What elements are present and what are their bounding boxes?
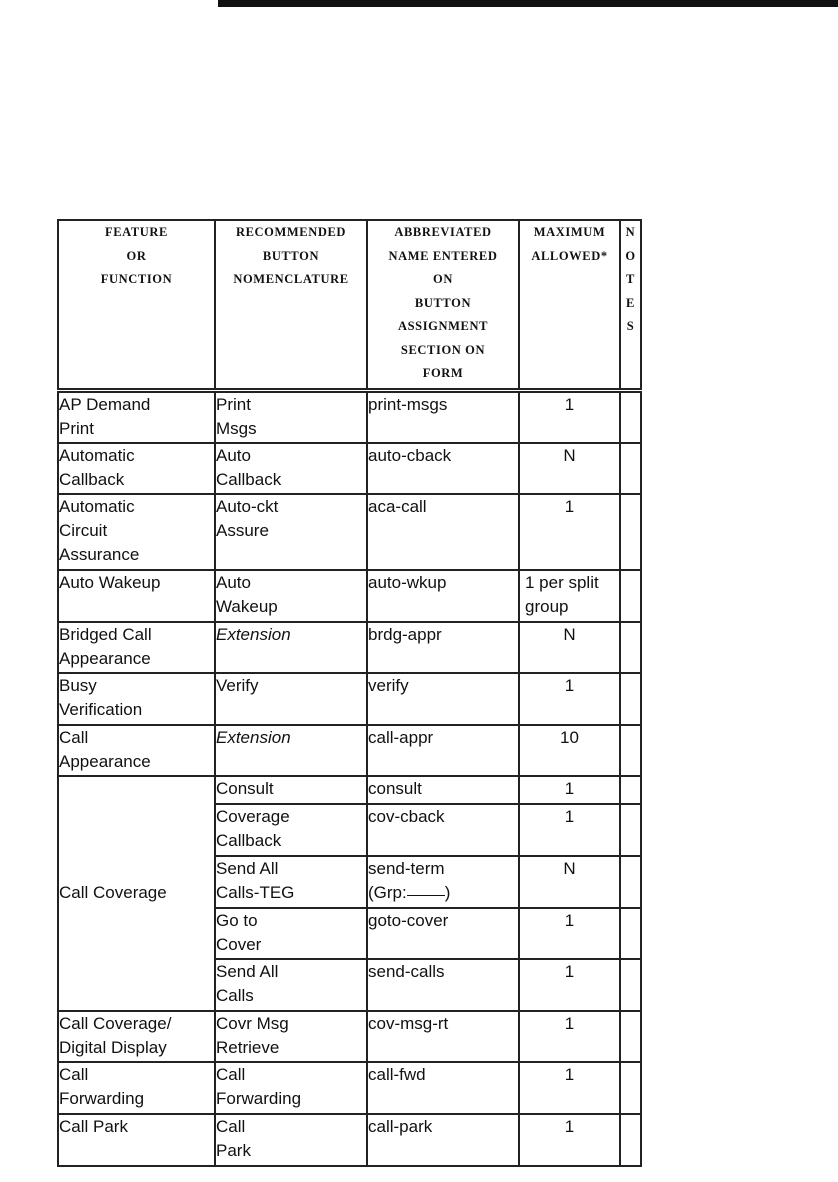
cell-notes	[620, 622, 641, 673]
header-nomenclature: RECOMMENDED BUTTON NOMENCLATURE	[215, 220, 367, 391]
cell-maximum: 1	[519, 391, 620, 443]
cell-maximum: 10	[519, 725, 620, 776]
cell-notes	[620, 1011, 641, 1062]
cell-abbrev: call-appr	[367, 725, 519, 776]
cell-notes	[620, 959, 641, 1011]
table-row	[58, 1114, 641, 1166]
cell-nomenclature: Verify	[215, 673, 367, 725]
cell-abbrev: verify	[367, 673, 519, 725]
cell-feature: Call Park	[58, 1114, 215, 1166]
cell-feature: Call Forwarding	[58, 1062, 215, 1114]
cell-notes	[620, 494, 641, 570]
header-abbreviated-name: ABBREVIATED NAME ENTERED ON BUTTON ASSIGNMENT SECTION ON FORM	[367, 220, 519, 391]
cell-nomenclature: Auto-ckt Assure	[215, 494, 367, 570]
table-row	[58, 622, 641, 673]
cell-maximum: 1	[519, 673, 620, 725]
cell-maximum: 1	[519, 494, 620, 570]
cell-feature: Auto Wakeup	[58, 570, 215, 622]
cell-notes	[620, 570, 641, 622]
cell-nomenclature: Covr Msg Retrieve	[215, 1011, 367, 1062]
table-row	[58, 725, 641, 776]
top-rule	[218, 0, 838, 7]
cell-maximum: 1	[519, 1062, 620, 1114]
table-row	[58, 391, 641, 443]
cell-feature: Automatic Circuit Assurance	[58, 494, 215, 570]
cell-maximum: 1	[519, 908, 620, 959]
table-row	[58, 443, 641, 494]
cell-notes	[620, 776, 641, 804]
cell-abbrev: send-term (Grp: )	[367, 856, 519, 908]
feature-button-table	[57, 219, 642, 1167]
table-row	[58, 776, 641, 804]
cell-feature: Automatic Callback	[58, 443, 215, 494]
table-row	[58, 673, 641, 725]
cell-abbrev: consult	[367, 776, 519, 804]
cell-feature: AP Demand Print	[58, 391, 215, 443]
table-row	[58, 1062, 641, 1114]
cell-abbrev: call-park	[367, 1114, 519, 1166]
cell-nomenclature: Consult	[215, 776, 367, 804]
cell-notes	[620, 673, 641, 725]
cell-maximum: 1	[519, 1011, 620, 1062]
cell-abbrev: send-calls	[367, 959, 519, 1011]
cell-abbrev: goto-cover	[367, 908, 519, 959]
cell-feature: Bridged Call Appearance	[58, 622, 215, 673]
header-row	[58, 220, 641, 391]
cell-maximum: N	[519, 622, 620, 673]
cell-abbrev: cov-msg-rt	[367, 1011, 519, 1062]
cell-maximum: 1 per split group	[519, 570, 620, 622]
cell-feature: Call Appearance	[58, 725, 215, 776]
cell-notes	[620, 804, 641, 856]
table-row	[58, 494, 641, 570]
table-row	[58, 570, 641, 622]
cell-notes	[620, 1114, 641, 1166]
cell-maximum: 1	[519, 776, 620, 804]
cell-nomenclature: Print Msgs	[215, 391, 367, 443]
cell-maximum: N	[519, 856, 620, 908]
header-notes: N O T E S	[620, 220, 641, 391]
cell-nomenclature: Call Forwarding	[215, 1062, 367, 1114]
cell-abbrev: auto-cback	[367, 443, 519, 494]
cell-nomenclature: Extension	[215, 725, 367, 776]
cell-feature-call-coverage: Call Coverage	[58, 776, 215, 1011]
cell-notes	[620, 1062, 641, 1114]
table-row	[58, 1011, 641, 1062]
cell-abbrev: brdg-appr	[367, 622, 519, 673]
header-feature: FEATURE OR FUNCTION	[58, 220, 215, 391]
cell-notes	[620, 725, 641, 776]
cell-notes	[620, 856, 641, 908]
cell-maximum: 1	[519, 959, 620, 1011]
cell-nomenclature: Send All Calls	[215, 959, 367, 1011]
cell-nomenclature: Send All Calls-TEG	[215, 856, 367, 908]
cell-maximum: N	[519, 443, 620, 494]
cell-abbrev: call-fwd	[367, 1062, 519, 1114]
cell-notes	[620, 908, 641, 959]
cell-nomenclature: Auto Wakeup	[215, 570, 367, 622]
cell-maximum: 1	[519, 1114, 620, 1166]
cell-abbrev: print-msgs	[367, 391, 519, 443]
cell-nomenclature: Auto Callback	[215, 443, 367, 494]
cell-notes	[620, 391, 641, 443]
cell-feature: Busy Verification	[58, 673, 215, 725]
cell-abbrev: aca-call	[367, 494, 519, 570]
cell-notes	[620, 443, 641, 494]
cell-nomenclature: Go to Cover	[215, 908, 367, 959]
cell-abbrev: cov-cback	[367, 804, 519, 856]
cell-nomenclature: Call Park	[215, 1114, 367, 1166]
cell-nomenclature: Extension	[215, 622, 367, 673]
cell-maximum: 1	[519, 804, 620, 856]
cell-nomenclature: Coverage Callback	[215, 804, 367, 856]
cell-abbrev: auto-wkup	[367, 570, 519, 622]
group-number-blank	[407, 894, 445, 896]
header-maximum-allowed: MAXIMUM ALLOWED*	[519, 220, 620, 391]
cell-feature: Call Coverage/ Digital Display	[58, 1011, 215, 1062]
